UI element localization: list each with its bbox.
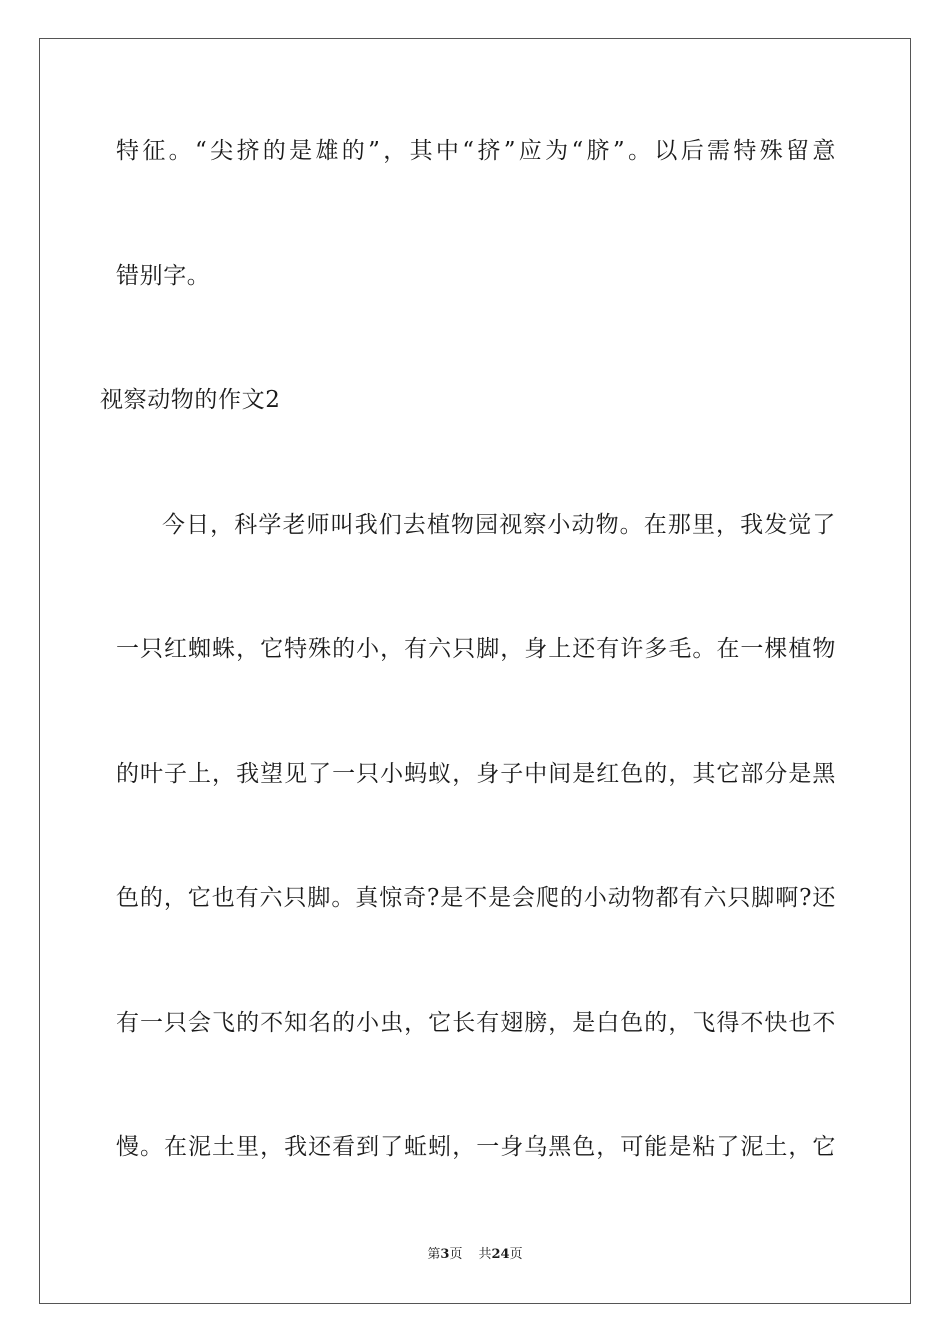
page-border (39, 38, 911, 1304)
footer-total-suffix: 页 (509, 1247, 523, 1262)
body-line-4: 一只红蜘蛛，它特殊的小，有六只脚，身上还有许多毛。在一棵植物 (116, 636, 836, 662)
footer-total-pages: 24 (491, 1247, 510, 1262)
body-line-5: 的叶子上，我望见了一只小蚂蚁，身子中间是红色的，其它部分是黑 (116, 761, 836, 787)
footer-page-prefix: 第 (427, 1247, 441, 1262)
footer-page-number: 3 (440, 1247, 450, 1262)
page-footer (0, 1246, 950, 1264)
body-line-7: 有一只会飞的不知名的小虫，它长有翅膀，是白色的，飞得不快也不 (116, 1010, 836, 1036)
body-line-3: 今日，科学老师叫我们去植物园视察小动物。在那里，我发觉了 (162, 512, 836, 538)
footer-total-prefix: 共 (478, 1247, 492, 1262)
body-line-8: 慢。在泥土里，我还看到了蚯蚓，一身乌黑色，可能是粘了泥土，它 (116, 1134, 836, 1160)
body-line-6: 色的，它也有六只脚。真惊奇?是不是会爬的小动物都有六只脚啊?还 (116, 885, 836, 911)
body-line-2: 错别字。 (116, 263, 211, 289)
footer-page-suffix: 页 (449, 1247, 463, 1262)
body-line-1: 特征。“尖挤的是雄的”，其中“挤”应为“脐”。以后需特殊留意 (116, 138, 836, 164)
section-heading: 视察动物的作文2 (100, 387, 281, 413)
